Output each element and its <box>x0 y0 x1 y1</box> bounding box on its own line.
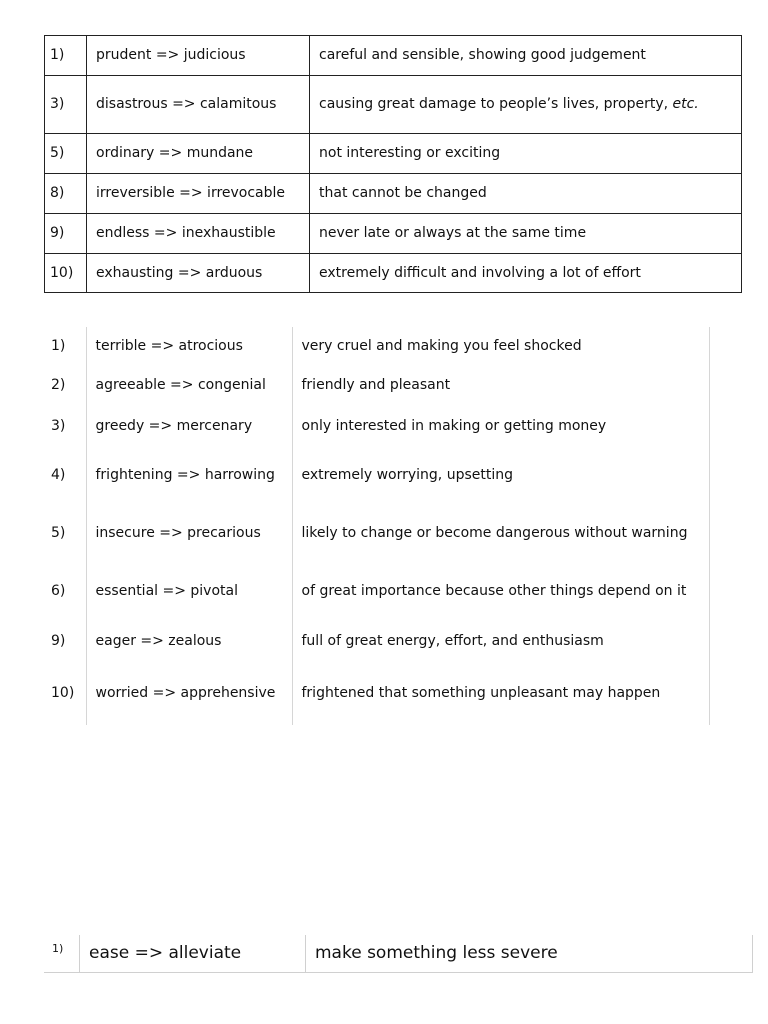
definition: friendly and pleasant <box>292 365 709 406</box>
item-number: 1) <box>52 942 64 955</box>
item-number: 5) <box>45 134 87 174</box>
vocabulary-table-1 <box>44 35 742 293</box>
definition: frightened that something unpleasant may happen <box>292 661 709 725</box>
item-number: 3) <box>45 76 87 134</box>
table-row <box>45 174 742 214</box>
vocabulary-table-3 <box>44 935 753 973</box>
item-number: 6) <box>51 583 66 599</box>
word-pair: terrible => atrocious <box>86 327 292 365</box>
word-pair: disastrous => calamitous <box>87 76 310 134</box>
table-row <box>44 365 709 406</box>
column-divider <box>305 935 306 972</box>
word-pair: frightening => harrowing <box>86 446 292 504</box>
table-row <box>44 621 709 661</box>
word-pair: worried => apprehensive <box>86 661 292 725</box>
word-pair: greedy => mercenary <box>86 406 292 446</box>
item-number: 10) <box>51 684 75 701</box>
definition: make something less severe <box>315 943 558 963</box>
table-row <box>45 76 742 134</box>
definition: never late or always at the same time <box>310 214 742 254</box>
word-pair: ordinary => mundane <box>87 134 310 174</box>
definition: extremely difficult and involving a lot of effort <box>310 254 742 293</box>
item-number: 5) <box>51 524 66 541</box>
item-number: 4) <box>51 466 66 483</box>
item-number: 8) <box>45 174 87 214</box>
column-divider <box>752 935 753 972</box>
item-number: 10) <box>45 254 87 293</box>
item-number: 3) <box>51 417 66 434</box>
definition: only interested in making or getting money <box>292 406 709 446</box>
definition <box>310 76 742 134</box>
item-number: 9) <box>51 632 66 649</box>
table-row <box>45 36 742 76</box>
definition-text: causing great damage to people’s lives, property, <box>319 96 673 112</box>
item-number: 2) <box>51 377 66 393</box>
word-pair: essential => pivotal <box>86 562 292 621</box>
word-pair: agreeable => congenial <box>86 365 292 406</box>
word-pair: ease => alleviate <box>89 943 242 963</box>
item-number: 9) <box>45 214 87 254</box>
table-row <box>45 214 742 254</box>
table-row <box>45 254 742 293</box>
definition: very cruel and making you feel shocked <box>292 327 709 365</box>
definition: extremely worrying, upsetting <box>292 446 709 504</box>
word-pair: exhausting => arduous <box>87 254 310 293</box>
definition: of great importance because other things depend on it <box>292 562 709 621</box>
definition: likely to change or become dangerous without warning <box>292 504 709 562</box>
definition: careful and sensible, showing good judgement <box>310 36 742 76</box>
word-pair: endless => inexhaustible <box>87 214 310 254</box>
word-pair: insecure => precarious <box>86 504 292 562</box>
vocabulary-table-2 <box>44 327 710 725</box>
column-divider <box>79 935 80 972</box>
table-row <box>44 504 709 562</box>
word-pair: irreversible => irrevocable <box>87 174 310 214</box>
word-pair: prudent => judicious <box>87 36 310 76</box>
word-pair: eager => zealous <box>86 621 292 661</box>
table-row <box>45 134 742 174</box>
definition: that cannot be changed <box>310 174 742 214</box>
definition: full of great energy, effort, and enthusiasm <box>292 621 709 661</box>
definition-italic: etc. <box>672 96 699 112</box>
table-row <box>44 446 709 504</box>
item-number: 1) <box>51 337 66 354</box>
definition: not interesting or exciting <box>310 134 742 174</box>
table-row <box>44 562 709 621</box>
item-number: 1) <box>45 36 87 76</box>
table-row <box>44 327 709 365</box>
table-row <box>44 406 709 446</box>
table-row <box>44 661 709 725</box>
